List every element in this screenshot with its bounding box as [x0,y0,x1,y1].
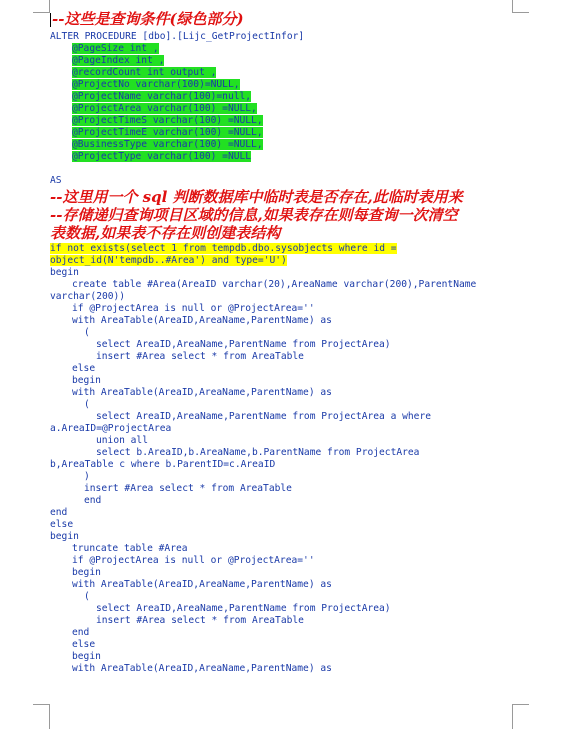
code-line-param: @PageSize int , [72,43,159,54]
code-line: begin [72,567,101,578]
code-line: truncate table #Area [72,543,188,554]
code-line: ( [84,591,90,602]
code-line: else [72,363,96,374]
code-line-param: @ProjectType varchar(100) =NULL [72,151,252,162]
code-line: select AreaID,AreaName,ParentName from ProjectArea a where [96,411,432,422]
code-line: with AreaTable(AreaID,AreaName,ParentName) as [72,663,332,674]
code-line: begin [50,267,79,278]
code-line: a.AreaID=@ProjectArea [50,423,172,434]
code-line-param: @PageIndex int , [72,55,165,66]
code-line: insert #Area select * from AreaTable [96,351,304,362]
comment-temp-table-2: --存储递归查询项目区域的信息,如果表存在则每查询一次清空 [50,206,458,224]
text-cursor [50,13,51,27]
code-line-param: @ProjectArea varchar(100) =NULL, [72,103,257,114]
code-line: ) [84,471,90,482]
code-line: if @ProjectArea is null or @ProjectArea='' [72,555,315,566]
code-line: begin [72,375,101,386]
comment-query-conditions: --这些是查询条件(绿色部分) [52,10,244,28]
comment-temp-table-1: --这里用一个 sql 判断数据库中临时表是否存在,此临时表用来 [50,188,463,206]
code-line: if @ProjectArea is null or @ProjectArea='' [72,303,315,314]
code-line: select b.AreaID,b.AreaName,b.ParentName from ProjectArea [96,447,420,458]
code-line-param: @ProjectName varchar(100)=null, [72,91,252,102]
comment-temp-table-3: 表数据,如果表不存在则创建表结构 [50,224,281,242]
page-corner-mark-bottom-left [33,704,50,729]
code-line-param: @ProjectTimeE varchar(100) =NULL, [72,127,263,138]
code-line: end [72,627,90,638]
code-line: begin [72,651,101,662]
code-line: else [72,639,96,650]
page-corner-mark-top-left [33,0,50,13]
page-corner-mark-bottom-right [512,704,529,729]
code-line: with AreaTable(AreaID,AreaName,ParentName) as [72,315,332,326]
code-line: select AreaID,AreaName,ParentName from ProjectArea) [96,603,391,614]
code-line: create table #Area(AreaID varchar(20),AreaName varchar(200),ParentName [72,279,477,290]
code-line: end [84,495,102,506]
code-line: select AreaID,AreaName,ParentName from ProjectArea) [96,339,391,350]
code-line-empty [50,163,520,175]
code-line: ( [84,399,90,410]
code-line: insert #Area select * from AreaTable [96,615,304,626]
code-line-as: AS [50,175,62,186]
code-line-param: @BusinessType varchar(100) =NULL, [72,139,263,150]
code-line-if-not-exists: if not exists(select 1 from tempdb.dbo.sysobjects where id = [50,243,397,254]
code-line: else [50,519,74,530]
code-line: ( [84,327,90,338]
code-line-alter-procedure: ALTER PROCEDURE [dbo].[Lijc_GetProjectInfor] [50,31,305,42]
code-line: varchar(200)) [50,291,126,302]
code-line: union all [96,435,148,446]
code-line: with AreaTable(AreaID,AreaName,ParentName) as [72,579,332,590]
document-body[interactable] [50,10,520,675]
code-line: b,AreaTable c where b.ParentID=c.AreaID [50,459,276,470]
code-line-param: @ProjectTimeS varchar(100) =NULL, [72,115,263,126]
code-line: end [50,507,68,518]
code-line-param: @ProjectNo varchar(100)=NULL, [72,79,240,90]
code-line-param: @recordCount int output , [72,67,217,78]
code-line-object-id: object_id(N'tempdb..#Area') and type='U') [50,255,287,266]
code-line: begin [50,531,79,542]
code-line: insert #Area select * from AreaTable [84,483,292,494]
code-line: with AreaTable(AreaID,AreaName,ParentName) as [72,387,332,398]
